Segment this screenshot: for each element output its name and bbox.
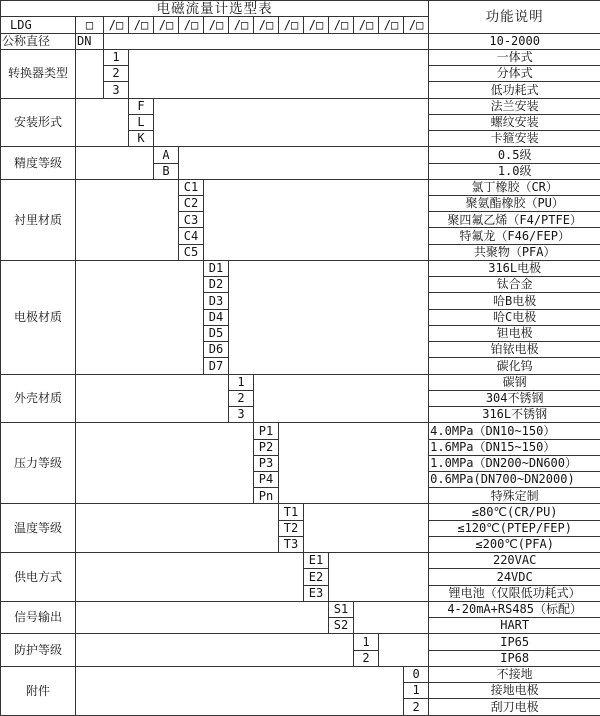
- table-title: 电磁流量计选型表: [1, 1, 429, 17]
- option-description: 不接地: [429, 666, 600, 682]
- option-description: 钛合金: [429, 277, 600, 293]
- option-code: D1: [204, 260, 229, 276]
- option-description: 哈C电极: [429, 309, 600, 325]
- option-code: 2: [104, 66, 129, 82]
- spacer-cell: [354, 601, 429, 633]
- spacer-cell: [204, 179, 429, 260]
- option-code: T2: [279, 520, 304, 536]
- spacer-cell: [76, 147, 154, 179]
- spacer-cell: [104, 33, 429, 49]
- model-slot: /□: [129, 17, 154, 33]
- option-description: 304不锈钢: [429, 390, 600, 406]
- model-slot: /□: [204, 17, 229, 33]
- model-slot: /□: [179, 17, 204, 33]
- option-description: 一体式: [429, 49, 600, 65]
- model-slot: /□: [354, 17, 379, 33]
- option-description: 哈B电极: [429, 293, 600, 309]
- option-description: 特殊定制: [429, 488, 600, 504]
- option-description: ≤200℃(PFA): [429, 536, 600, 552]
- option-description: 接地电极: [429, 683, 600, 699]
- option-description: 1.6MPa（DN15~150）: [429, 439, 600, 455]
- option-code: C4: [179, 228, 204, 244]
- spacer-cell: [76, 666, 404, 715]
- option-code: L: [129, 114, 154, 130]
- option-description: 聚氨酯橡胶（PU）: [429, 196, 600, 212]
- option-code: 1: [404, 683, 429, 699]
- spacer-cell: [76, 423, 254, 504]
- option-description: 1.0级: [429, 163, 600, 179]
- model-prefix: LDG: [1, 17, 76, 33]
- category-label: 衬里材质: [1, 179, 76, 260]
- category-label: 供电方式: [1, 553, 76, 602]
- option-code: E3: [304, 585, 329, 601]
- spacer-cell: [76, 553, 304, 602]
- spacer-cell: [279, 423, 429, 504]
- option-code: 3: [229, 407, 254, 423]
- option-description: IP65: [429, 634, 600, 650]
- spacer-cell: [76, 179, 179, 260]
- model-slot: /□: [304, 17, 329, 33]
- option-code: T3: [279, 536, 304, 552]
- category-label: 信号输出: [1, 601, 76, 633]
- option-description: 4-20mA+RS485（标配）: [429, 601, 600, 617]
- option-code: B: [154, 163, 179, 179]
- spacer-cell: [154, 98, 429, 147]
- option-description: 碳化钨: [429, 358, 600, 374]
- model-slot: /□: [329, 17, 354, 33]
- option-description: 1.0MPa（DN200~DN600）: [429, 455, 600, 471]
- spacer-cell: [304, 504, 429, 553]
- model-slot: /□: [404, 17, 429, 33]
- option-code: C1: [179, 179, 204, 195]
- model-slot: /□: [279, 17, 304, 33]
- option-description: 316L电极: [429, 260, 600, 276]
- option-code: 1: [229, 374, 254, 390]
- spacer-cell: [76, 98, 129, 147]
- category-label: 附件: [1, 666, 76, 715]
- category-label: 精度等级: [1, 147, 76, 179]
- option-code: DN: [76, 33, 104, 49]
- option-description: 卡箍安装: [429, 131, 600, 147]
- spacer-cell: [76, 634, 354, 666]
- option-description: 10-2000: [429, 33, 600, 49]
- option-description: 螺纹安装: [429, 114, 600, 130]
- model-slot: /□: [379, 17, 404, 33]
- model-slot: /□: [104, 17, 129, 33]
- option-code: D5: [204, 325, 229, 341]
- category-label: 温度等级: [1, 504, 76, 553]
- option-description: 316L不锈钢: [429, 407, 600, 423]
- option-description: 铂铱电极: [429, 342, 600, 358]
- option-code: D4: [204, 309, 229, 325]
- option-description: ≤80℃(CR/PU): [429, 504, 600, 520]
- option-description: 220VAC: [429, 553, 600, 569]
- option-code: D6: [204, 342, 229, 358]
- option-description: 4.0MPa（DN10~150）: [429, 423, 600, 439]
- option-code: 2: [354, 650, 379, 666]
- option-code: P2: [254, 439, 279, 455]
- option-code: S2: [329, 618, 354, 634]
- option-code: 1: [354, 634, 379, 650]
- option-code: C2: [179, 196, 204, 212]
- spacer-cell: [229, 260, 429, 374]
- category-label: 安装形式: [1, 98, 76, 147]
- spacer-cell: [179, 147, 429, 179]
- spacer-cell: [254, 374, 429, 423]
- option-code: F: [129, 98, 154, 114]
- model-slot: /□: [154, 17, 179, 33]
- category-label: 防护等级: [1, 634, 76, 666]
- option-description: 共聚物（PFA）: [429, 244, 600, 260]
- spacer-cell: [76, 601, 329, 633]
- option-description: 刮刀电极: [429, 699, 600, 716]
- model-slot-first: □: [76, 17, 104, 33]
- option-description: 锂电池（仅限低功耗式）: [429, 585, 600, 601]
- option-code: E1: [304, 553, 329, 569]
- option-description: 法兰安装: [429, 98, 600, 114]
- category-label: 转换器类型: [1, 49, 76, 98]
- option-code: P4: [254, 471, 279, 487]
- spacer-cell: [129, 49, 429, 98]
- option-description: IP68: [429, 650, 600, 666]
- spacer-cell: [76, 504, 279, 553]
- option-description: 0.6MPa(DN700~DN2000): [429, 471, 600, 487]
- option-description: ≤120℃(PTEP/FEP): [429, 520, 600, 536]
- category-label: 公称直径: [1, 33, 76, 49]
- option-code: P1: [254, 423, 279, 439]
- option-code: C3: [179, 212, 204, 228]
- option-code: 3: [104, 82, 129, 98]
- option-code: 0: [404, 666, 429, 682]
- category-label: 电极材质: [1, 260, 76, 374]
- option-code: P3: [254, 455, 279, 471]
- option-code: 2: [404, 699, 429, 716]
- option-code: K: [129, 131, 154, 147]
- spacer-cell: [76, 374, 229, 423]
- model-slot: /□: [229, 17, 254, 33]
- option-code: D3: [204, 293, 229, 309]
- option-description: 0.5级: [429, 147, 600, 163]
- option-description: 聚四氟乙烯（F4/PTFE）: [429, 212, 600, 228]
- option-code: 2: [229, 390, 254, 406]
- function-column-header: 功能说明: [429, 1, 600, 34]
- option-code: 1: [104, 49, 129, 65]
- option-description: 碳钢: [429, 374, 600, 390]
- option-code: C5: [179, 244, 204, 260]
- option-description: 分体式: [429, 66, 600, 82]
- option-description: 24VDC: [429, 569, 600, 585]
- option-code: S1: [329, 601, 354, 617]
- option-description: 钽电极: [429, 325, 600, 341]
- model-slot: /□: [254, 17, 279, 33]
- option-code: A: [154, 147, 179, 163]
- option-code: D7: [204, 358, 229, 374]
- option-description: 特氟龙（F46/FEP）: [429, 228, 600, 244]
- option-code: E2: [304, 569, 329, 585]
- spacer-cell: [76, 49, 104, 98]
- option-description: HART: [429, 618, 600, 634]
- spacer-cell: [329, 553, 429, 602]
- option-code: D2: [204, 277, 229, 293]
- category-label: 压力等级: [1, 423, 76, 504]
- option-code: Pn: [254, 488, 279, 504]
- option-description: 氯丁橡胶（CR）: [429, 179, 600, 195]
- category-label: 外壳材质: [1, 374, 76, 423]
- option-code: T1: [279, 504, 304, 520]
- option-description: 低功耗式: [429, 82, 600, 98]
- spacer-cell: [379, 634, 429, 666]
- spacer-cell: [76, 260, 204, 374]
